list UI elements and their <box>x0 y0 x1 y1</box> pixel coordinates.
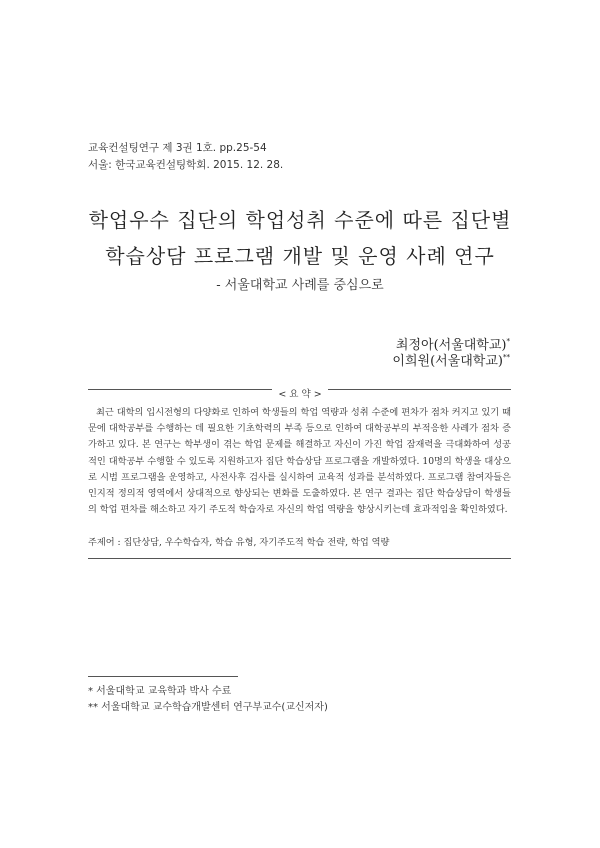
journal-publisher: 서울: 한국교육컨설팅학회. 2015. 12. 28. <box>88 159 284 171</box>
author-2-name: 이희원(서울대학교) <box>392 354 503 369</box>
footnote-2: ** 서울대학교 교수학습개발센터 연구부교수(교신저자) <box>88 702 328 713</box>
keywords: 주제어 : 집단상담, 우수학습자, 학습 유형, 자기주도적 학습 전략, 학업 역량 <box>88 537 390 548</box>
footnote-1: * 서울대학교 교육학과 박사 수료 <box>88 686 232 697</box>
author-1-name: 최정아(서울대학교) <box>395 338 507 353</box>
paper-title-line-2: 학습상담 프로그램 개발 및 운영 사례 연구 <box>105 244 495 268</box>
footnotes <box>88 684 328 716</box>
author-2 <box>392 350 510 369</box>
paper-subtitle: - 서울대학교 사례를 중심으로 <box>216 278 384 293</box>
abstract-label-wrap <box>0 382 600 401</box>
paper-title-line-1: 학업우수 집단의 학업성취 수준에 따른 집단별 <box>88 208 512 232</box>
author-2-mark: ** <box>503 353 510 362</box>
abstract-label: < 요 약 > <box>272 389 327 400</box>
abstract-body: 최근 대학의 입시전형의 다양화로 인하여 학생들의 학업 역량과 성취 수준에 편차가 점차 커지고 있기 때문에 대학공부를 수행하는 데 필요한 기초학력의 부족 등으로 인하여 대학공부의 부적응한 사례가 점차 증가하고 있다. 본 연구는 학부생이 겪는 학업 문제를 해결하고 자신이 가진 학업 잠재력을 극대화하여 성공적인 대학공부 수행할 수 있도록 지원하고자 집단 학습상담 프로그램을 개발하였다. 10명의 학생을 대상으로 시범 프로그램을 운영하고, 사전사후 검사를 실시하여 교육적 성과를 분석하였다. 프로그램 참여자들은 인지적 정의적 영역에서 상대적으로 향상되는 변화를 도출하였다. 본 연구 결과는 집단 학습상담이 학생들의 학업 편차를 해소하고 자기 주도적 학습자로 자신의 학업 역량을 향상시키는데 효과적임을 확인하였다. <box>88 407 511 516</box>
author-1-mark: * <box>506 337 510 346</box>
journal-header <box>88 140 283 174</box>
journal-citation: 교육컨설팅연구 제 3권 1호. pp.25-54 <box>88 142 267 154</box>
footnote-rule <box>88 676 238 677</box>
abstract-bottom-rule <box>88 558 511 559</box>
